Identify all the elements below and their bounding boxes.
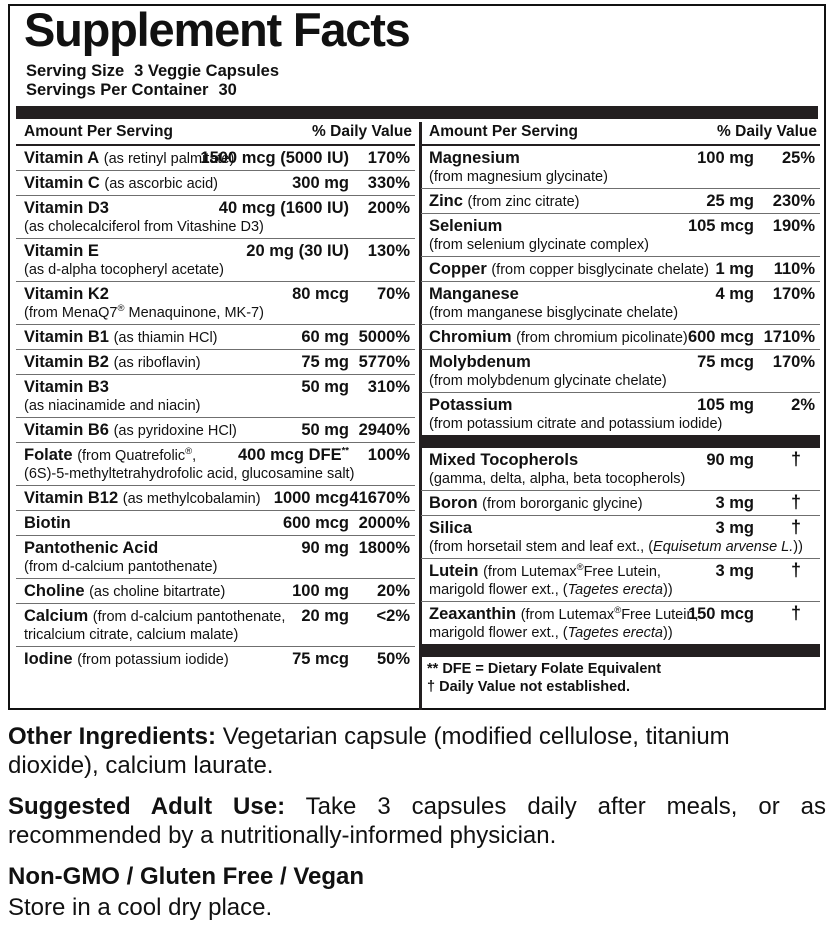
- nutrient-row: [16, 239, 415, 282]
- nutrient-source: (from potassium iodide): [77, 652, 229, 668]
- nutrient-line-secondary: (from magnesium glycinate): [429, 169, 608, 185]
- nutrient-row: [16, 282, 415, 325]
- nutrient-name: Vitamin C: [24, 174, 100, 192]
- nutrient-daily-value: 330%: [367, 174, 410, 192]
- nutrient-daily-value: 1710%: [763, 328, 815, 346]
- right-column-header: [421, 122, 820, 146]
- nutrient-name: Vitamin K2: [24, 285, 109, 303]
- left-column: [16, 122, 415, 671]
- nutrient-daily-value: 1800%: [358, 539, 410, 557]
- nutrient-source: (from bororganic glycine): [482, 496, 643, 512]
- nutrient-amount: 75 mcg: [697, 353, 754, 371]
- nutrient-amount: 50 mg: [301, 378, 349, 396]
- other-ingredients-paragraph: [8, 722, 826, 780]
- nutrient-source: (from Quatrefolic®,: [77, 446, 197, 464]
- nutrient-line-secondary: (from potassium citrate and potassium iodide): [429, 416, 723, 432]
- nutrient-name: Pantothenic Acid: [24, 539, 159, 557]
- nutrient-daily-value: †: [790, 492, 801, 512]
- nutrient-source: (from d-calcium pantothenate,: [92, 609, 286, 625]
- nutrient-line-secondary: (gamma, delta, alpha, beta tocopherols): [429, 471, 686, 487]
- nutrient-name: Vitamin B3: [24, 378, 109, 396]
- nutrient-row: [421, 491, 820, 516]
- nutrient-name: Magnesium: [429, 149, 520, 167]
- nutrient-amount: 4 mg: [715, 285, 754, 303]
- nutrient-name: Vitamin A: [24, 149, 100, 167]
- nutrient-line-primary: [429, 450, 817, 470]
- nutrient-row: [16, 536, 415, 579]
- nutrient-line-secondary: (from molybdenum glycinate chelate): [429, 373, 667, 389]
- nutrient-source: (as retinyl palmitate): [103, 151, 235, 167]
- nutrient-amount: 90 mg: [301, 539, 349, 557]
- nutrient-line-primary: [429, 284, 817, 304]
- nutrient-amount: 600 mcg: [282, 514, 349, 532]
- nutrient-name: Choline: [24, 582, 85, 600]
- nutrient-amount: 1500 mcg (5000 IU): [200, 149, 349, 167]
- nutrient-line-secondary: tricalcium citrate, calcium malate): [24, 627, 239, 643]
- nutrient-row: [421, 189, 820, 214]
- nutrient-line-primary: [24, 284, 412, 304]
- nutrient-name: Zinc: [429, 192, 463, 210]
- nutrient-row: [421, 393, 820, 435]
- nutrient-line-primary: [24, 352, 412, 372]
- nutrient-daily-value: †: [790, 603, 801, 623]
- nutrient-source: (as thiamin HCl): [113, 330, 218, 346]
- nutrient-row: [421, 146, 820, 189]
- nutrient-name: Silica: [429, 519, 473, 537]
- nutrient-source: (from chromium picolinate): [516, 330, 688, 346]
- nutrient-daily-value: <2%: [376, 607, 410, 625]
- nutrient-name: Vitamin B6: [24, 421, 109, 439]
- nutrient-name: Mixed Tocopherols: [429, 451, 579, 469]
- nutrient-amount: 50 mg: [301, 421, 349, 439]
- servings-per-container-label: Servings Per Container: [26, 81, 209, 99]
- nutrient-row: [421, 350, 820, 393]
- nutrient-row: [421, 559, 820, 602]
- nutrient-amount: 400 mcg DFE**: [237, 445, 349, 464]
- left-column-header: [16, 122, 415, 146]
- left-header-amount: Amount Per Serving: [24, 123, 173, 140]
- nutrient-amount: 600 mcg: [687, 328, 754, 346]
- nutrient-row: [421, 516, 820, 559]
- nutrient-name: Molybdenum: [429, 353, 531, 371]
- footnote-dagger: † Daily Value not established.: [427, 679, 631, 695]
- serving-size-row: [26, 62, 279, 81]
- nutrient-line-secondary: (as cholecalciferol from Vitashine D3): [24, 219, 264, 235]
- nutrient-name: Vitamin B12: [24, 489, 119, 507]
- storage-text: Store in a cool dry place.: [8, 894, 273, 921]
- nutrient-name: Copper: [429, 260, 487, 278]
- footnote-dfe: ** DFE = Dietary Folate Equivalent: [427, 661, 662, 677]
- right-header-amount: Amount Per Serving: [429, 123, 578, 140]
- right-mineral-rows: [421, 146, 820, 435]
- nutrient-line-primary: [24, 377, 412, 397]
- nutrient-row: [16, 604, 415, 647]
- nutrient-row: [16, 418, 415, 443]
- servings-per-container-value: 30: [218, 81, 237, 99]
- nutrient-daily-value: 190%: [772, 217, 815, 235]
- nutrient-line-primary: [429, 493, 817, 513]
- supplement-facts-panel: [8, 4, 826, 710]
- nutrient-source: (from Lutemax®Free Lutein,: [520, 605, 699, 623]
- nutrient-amount: 3 mg: [715, 519, 754, 537]
- serving-size-label: Serving Size: [26, 62, 125, 80]
- nutrient-line-primary: [24, 327, 412, 347]
- nutrient-row: [16, 146, 415, 171]
- nutrient-line-primary: [429, 352, 817, 372]
- nutrient-row: [16, 375, 415, 418]
- nutrient-name: Potassium: [429, 396, 513, 414]
- nutrient-source: (from Lutemax®Free Lutein,: [483, 562, 661, 580]
- nutrient-daily-value: 170%: [367, 149, 410, 167]
- nutrient-line-primary: [24, 420, 412, 440]
- nutrient-source: (from zinc citrate): [467, 194, 580, 210]
- nutrient-line-primary: [24, 148, 412, 168]
- panel-title: Supplement Facts: [24, 3, 410, 56]
- nutrient-daily-value: 2%: [791, 396, 815, 414]
- nutrient-daily-value: 70%: [376, 285, 410, 303]
- nutrient-line-primary: [429, 561, 817, 581]
- nutrient-row: [16, 579, 415, 604]
- nutrient-daily-value: 2940%: [358, 421, 410, 439]
- nutrient-line-secondary: (from manganese bisglycinate chelate): [429, 305, 679, 321]
- nutrient-amount: 150 mcg: [687, 605, 754, 623]
- suggested-use-text: Take 3 capsules daily after meals, or as recommended by a nutritionally-informed physician.: [8, 793, 827, 849]
- nutrient-daily-value: 5770%: [358, 353, 410, 371]
- nutrient-daily-value: 41670%: [349, 489, 410, 507]
- nutrient-amount: 100 mg: [697, 149, 754, 167]
- nutrient-source: (as pyridoxine HCl): [113, 423, 237, 439]
- bottom-text-block: [8, 722, 826, 922]
- nutrient-daily-value: 230%: [772, 192, 815, 210]
- nutrient-line-secondary: marigold flower ext., (Tagetes erecta)): [429, 625, 673, 641]
- footnote-black-bar: [421, 644, 820, 657]
- right-header-dv: % Daily Value: [717, 123, 817, 140]
- nutrient-amount: 75 mcg: [292, 650, 349, 668]
- serving-size-value: 3 Veggie Capsules: [134, 62, 280, 80]
- nutrient-amount: 25 mg: [706, 192, 754, 210]
- nutrient-row: [421, 602, 820, 644]
- nutrient-row: [421, 282, 820, 325]
- nutrient-row: [421, 257, 820, 282]
- nutrient-line-secondary: (6S)-5-methyltetrahydrofolic acid, glucosamine salt): [24, 466, 355, 482]
- nutrient-line-secondary: (from d-calcium pantothenate): [24, 559, 218, 575]
- nutrient-line-primary: [24, 173, 412, 193]
- nutrient-name: Chromium: [429, 328, 512, 346]
- nutrient-line-primary: [24, 445, 412, 465]
- nutrient-source: (as methylcobalamin): [122, 491, 261, 507]
- servings-per-container-row: [26, 81, 279, 100]
- nutrient-line-primary: [24, 488, 412, 508]
- nutrient-row: [16, 647, 415, 671]
- nutrient-line-secondary: (from selenium glycinate complex): [429, 237, 649, 253]
- nutrient-line-primary: [24, 538, 412, 558]
- nutrient-name: Calcium: [24, 607, 89, 625]
- nutrient-line-secondary: (from MenaQ7® Menaquinone, MK-7): [24, 303, 264, 321]
- nutrient-amount: 300 mg: [292, 174, 349, 192]
- left-nutrient-rows: [16, 146, 415, 671]
- nutrient-amount: 75 mg: [301, 353, 349, 371]
- nutrient-line-secondary: (from horsetail stem and leaf ext., (Equisetum arvense L.)): [429, 539, 803, 555]
- nutrient-name: Vitamin B2: [24, 353, 109, 371]
- nutrient-line-secondary: (as niacinamide and niacin): [24, 398, 201, 414]
- nutrient-source: (from copper bisglycinate chelate): [491, 262, 709, 278]
- nutrient-amount: 105 mg: [697, 396, 754, 414]
- nutrient-row: [421, 448, 820, 491]
- nutrient-daily-value: †: [790, 449, 801, 469]
- nutrient-line-primary: [24, 513, 412, 533]
- nutrient-amount: 90 mg: [706, 451, 754, 469]
- nutrient-row: [421, 325, 820, 350]
- nutrient-daily-value: 130%: [367, 242, 410, 260]
- nutrient-daily-value: 310%: [367, 378, 410, 396]
- nutrient-line-primary: [24, 198, 412, 218]
- nutrient-row: [16, 171, 415, 196]
- nutrient-source: (as choline bitartrate): [89, 584, 226, 600]
- nutrient-line-primary: [429, 191, 817, 211]
- nutrient-daily-value: †: [790, 517, 801, 537]
- nutrient-name: Vitamin E: [24, 242, 99, 260]
- nutrient-amount: 100 mg: [292, 582, 349, 600]
- right-column: [421, 122, 820, 698]
- nutrient-source: (as ascorbic acid): [104, 176, 219, 192]
- nutrient-amount: 80 mcg: [292, 285, 349, 303]
- nutrient-line-secondary: (as d-alpha tocopheryl acetate): [24, 262, 224, 278]
- nutrient-line-primary: [24, 581, 412, 601]
- nutrient-name: Manganese: [429, 285, 519, 303]
- right-other-rows: [421, 448, 820, 644]
- nutrient-row: [16, 196, 415, 239]
- nutrient-source: (as riboflavin): [113, 355, 201, 371]
- nutrient-amount: 40 mcg (1600 IU): [218, 199, 349, 217]
- nutrient-line-secondary: marigold flower ext., (Tagetes erecta)): [429, 582, 673, 598]
- nutrient-amount: 3 mg: [715, 562, 754, 580]
- tagline: Non-GMO / Gluten Free / Vegan: [8, 863, 365, 890]
- nutrient-name: Vitamin D3: [24, 199, 109, 217]
- nutrient-name: Iodine: [24, 650, 73, 668]
- nutrient-line-primary: [429, 395, 817, 415]
- suggested-use-label: Suggested Adult Use:: [8, 793, 286, 820]
- nutrient-row: [16, 511, 415, 536]
- nutrient-row: [16, 443, 415, 486]
- nutrient-line-primary: [429, 216, 817, 236]
- nutrient-daily-value: 170%: [772, 353, 815, 371]
- nutrient-line-primary: [429, 259, 817, 279]
- nutrient-amount: 20 mg (30 IU): [246, 242, 349, 260]
- nutrient-row: [16, 325, 415, 350]
- nutrient-row: [16, 486, 415, 511]
- left-header-dv: % Daily Value: [312, 123, 412, 140]
- nutrient-amount: 60 mg: [301, 328, 349, 346]
- other-ingredients-label: Other Ingredients:: [8, 723, 217, 750]
- nutrient-name: Vitamin B1: [24, 328, 109, 346]
- nutrient-daily-value: 2000%: [358, 514, 410, 532]
- nutrient-row: [421, 214, 820, 257]
- nutrient-name: Folate: [24, 446, 73, 464]
- serving-info: [26, 62, 279, 100]
- nutrient-amount: 105 mcg: [687, 217, 754, 235]
- nutrient-amount: 3 mg: [715, 494, 754, 512]
- nutrient-line-primary: [429, 518, 817, 538]
- nutrient-name: Lutein: [429, 562, 479, 580]
- nutrient-daily-value: 20%: [376, 582, 410, 600]
- nutrient-daily-value: 50%: [376, 650, 410, 668]
- nutrient-daily-value: 25%: [781, 149, 815, 167]
- nutrient-name: Biotin: [24, 514, 71, 532]
- nutrient-line-primary: [429, 148, 817, 168]
- nutrient-daily-value: 110%: [773, 260, 815, 278]
- nutrient-line-primary: [24, 241, 412, 261]
- nutrient-line-primary: [429, 327, 817, 347]
- nutrient-name: Zeaxanthin: [429, 605, 517, 623]
- nutrient-line-primary: [24, 649, 412, 669]
- nutrient-daily-value: 100%: [367, 446, 410, 464]
- nutrient-amount: 1 mg: [715, 260, 754, 278]
- nutrient-name: Selenium: [429, 217, 503, 235]
- other-ingredients-text: Vegetarian capsule (modified cellulose, titanium dioxide), calcium laurate.: [8, 723, 730, 779]
- nutrient-amount: 20 mg: [301, 607, 349, 625]
- footnotes: [421, 657, 820, 698]
- nutrient-line-primary: [24, 606, 412, 626]
- nutrient-amount: 1000 mcg: [273, 489, 349, 507]
- nutrient-daily-value: 170%: [772, 285, 815, 303]
- nutrient-line-primary: [429, 604, 817, 624]
- nutrient-row: [16, 350, 415, 375]
- section-black-bar: [421, 435, 820, 448]
- nutrient-daily-value: †: [790, 560, 801, 580]
- suggested-use-paragraph: [8, 792, 826, 850]
- nutrient-daily-value: 5000%: [358, 328, 410, 346]
- nutrient-daily-value: 200%: [367, 199, 410, 217]
- header-black-bar: [16, 106, 818, 119]
- nutrient-name: Boron: [429, 494, 478, 512]
